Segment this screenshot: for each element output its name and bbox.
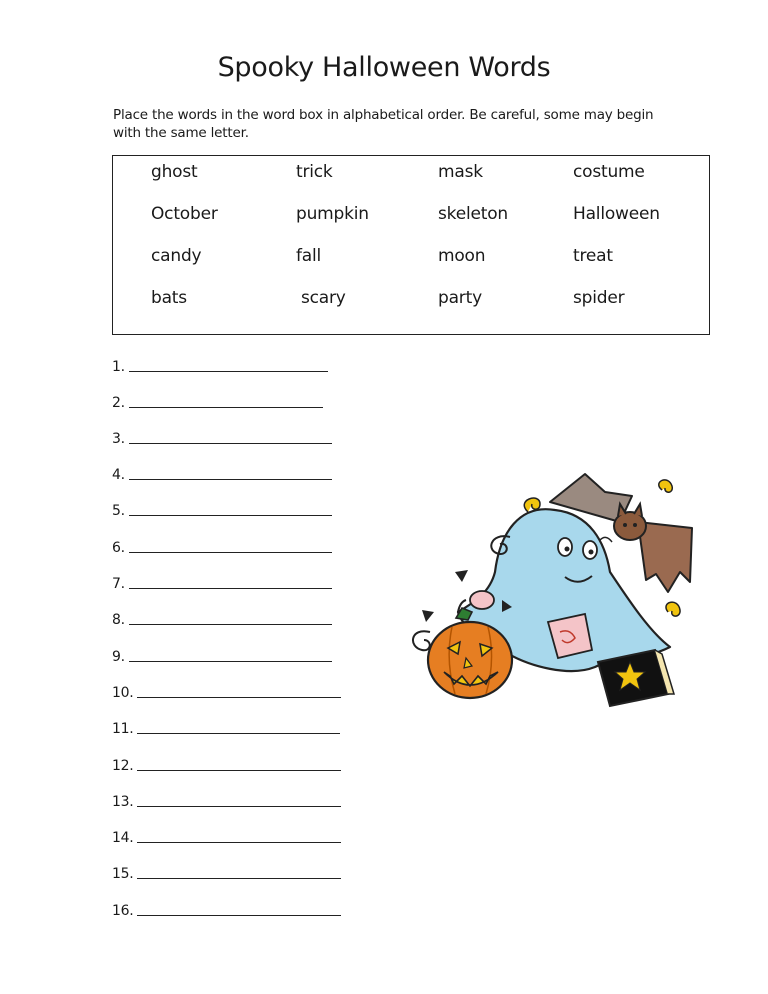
answer-number: 7. [112,576,125,592]
word-box-item: skeleton [438,204,508,224]
answer-line[interactable] [112,903,341,919]
answer-number: 15. [112,866,134,882]
answer-line[interactable] [112,794,341,810]
answer-line[interactable] [112,685,341,701]
answer-number: 12. [112,758,134,774]
word-box-item: candy [151,246,202,266]
answer-line[interactable] [112,431,332,447]
word-box-item: October [151,204,218,224]
word-box-item: ghost [151,162,198,182]
answer-number: 16. [112,903,134,919]
answer-line[interactable] [112,540,332,556]
word-box-item: trick [296,162,333,182]
word-box-item: pumpkin [296,204,369,224]
answer-number: 6. [112,540,125,556]
word-box-item: Halloween [573,204,660,224]
word-box-item: bats [151,288,187,308]
answer-number: 4. [112,467,125,483]
answer-blank[interactable] [137,732,340,734]
answer-line[interactable] [112,649,332,665]
answer-line[interactable] [112,612,332,628]
answer-line[interactable] [112,359,328,375]
answer-blank[interactable] [129,406,323,408]
answer-blank[interactable] [137,805,341,807]
answer-blank[interactable] [137,914,341,916]
word-box-item: costume [573,162,645,182]
word-box-item: party [438,288,482,308]
answer-line[interactable] [112,395,323,411]
answer-blank[interactable] [129,514,332,516]
answer-number: 1. [112,359,125,375]
ghost-pumpkin-bat-clipart-icon [400,462,700,712]
answer-line[interactable] [112,830,341,846]
answer-blank[interactable] [129,623,332,625]
word-box-item: treat [573,246,613,266]
answer-blank[interactable] [137,841,341,843]
instructions-text: Place the words in the word box in alphabetical order. Be careful, some may begin with the same letter. [113,107,654,141]
answer-blank[interactable] [137,877,341,879]
answer-number: 11. [112,721,134,737]
word-box-item: moon [438,246,486,266]
word-box [112,155,710,335]
answer-number: 8. [112,612,125,628]
answer-blank[interactable] [129,478,332,480]
answer-number: 3. [112,431,125,447]
answer-blank[interactable] [129,551,332,553]
answer-line[interactable] [112,758,341,774]
answer-line[interactable] [112,576,332,592]
answer-line[interactable] [112,721,340,737]
answer-number: 2. [112,395,125,411]
answer-number: 14. [112,830,134,846]
answer-number: 5. [112,503,125,519]
answer-blank[interactable] [129,660,332,662]
answer-number: 13. [112,794,134,810]
answer-number: 9. [112,649,125,665]
word-box-item: fall [296,246,322,266]
answer-blank[interactable] [129,442,332,444]
answer-blank[interactable] [137,696,341,698]
word-box-item: spider [573,288,625,308]
answer-blank[interactable] [137,769,341,771]
answer-blank[interactable] [129,370,328,372]
answer-line[interactable] [112,467,332,483]
answer-number: 10. [112,685,134,701]
word-box-item: scary [301,288,346,308]
word-box-item: mask [438,162,483,182]
page-title: Spooky Halloween Words [217,52,551,83]
answer-line[interactable] [112,866,341,882]
answer-line[interactable] [112,503,332,519]
answer-blank[interactable] [129,587,332,589]
